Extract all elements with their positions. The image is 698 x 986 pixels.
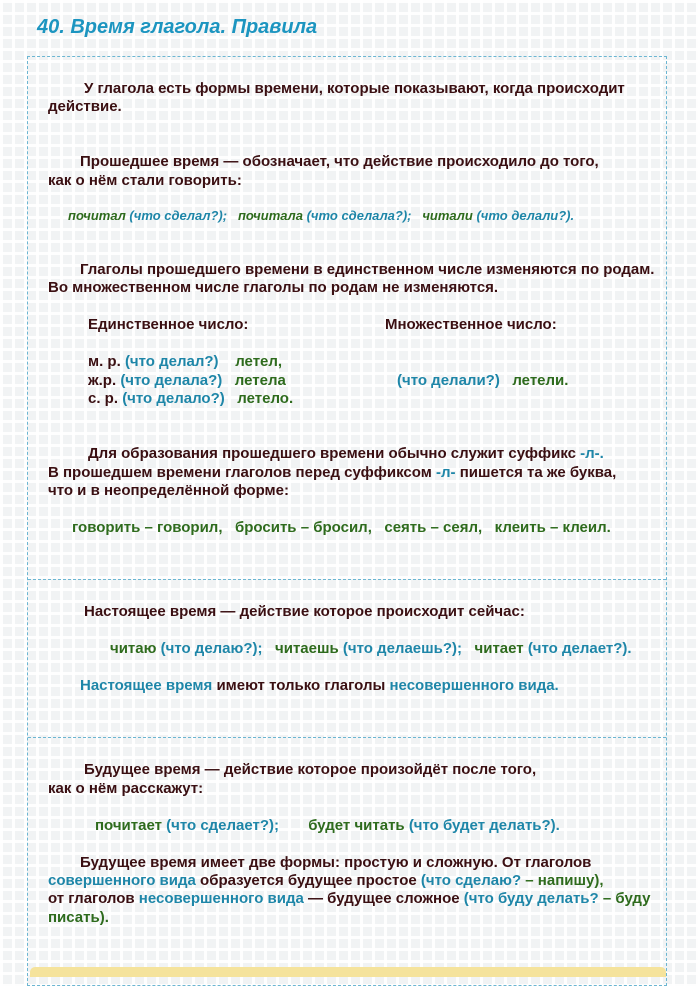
past-examples: [68, 207, 574, 225]
plural-row: [397, 372, 568, 390]
suffix-line-2: [48, 464, 616, 482]
suffix-text: В прошедшем времени глаголов перед суффиксом: [48, 464, 432, 481]
intro-line-2: действие.: [48, 98, 122, 115]
example-word: читали: [422, 208, 473, 223]
singular-header: Единственное число:: [88, 316, 249, 333]
example-word: почитала: [237, 208, 303, 223]
present-rule-term: Настоящее время: [80, 677, 213, 694]
plural-verb: летели.: [512, 372, 569, 389]
singular-row-neuter: [88, 390, 293, 408]
plural-question: (что делали?): [397, 372, 500, 389]
example-word: читаешь: [275, 640, 339, 657]
page-title: 40. Время глагола. Правила: [37, 16, 318, 38]
rules-box: [27, 56, 667, 986]
intro-line-1: У глагола есть формы времени, которые показывают, когда происходит: [84, 80, 625, 97]
section-divider: [28, 737, 666, 738]
gender-verb: летела: [234, 372, 286, 389]
forms-example: – напишу),: [525, 872, 604, 889]
forms-example: – буду: [602, 890, 651, 907]
gender-label: с. р.: [88, 390, 119, 407]
example-question: (что делали?).: [476, 208, 575, 223]
forms-text: от глаголов: [48, 890, 135, 907]
suffix-text: Для образования прошедшего времени обычно служит суффикс: [88, 445, 576, 462]
example-word: читаю: [110, 640, 157, 657]
aspect-term: несовершенного вида: [138, 890, 304, 907]
future-examples: [95, 817, 560, 835]
forms-text: образуется будущее простое: [200, 872, 417, 889]
gender-label: м. р.: [88, 353, 121, 370]
past-gender-line-1: Глаголы прошедшего времени в единственном числе изменяются по родам.: [80, 261, 655, 278]
suffix-text: пишется та же буква,: [459, 464, 617, 481]
future-forms-line-3: [48, 890, 650, 908]
example-question: (что сделала?);: [306, 208, 412, 223]
next-block-edge: [30, 967, 666, 977]
example-word: будет читать: [308, 817, 405, 834]
example-question: (что делаю?);: [160, 640, 263, 657]
forms-text: — будущее сложное: [308, 890, 460, 907]
section-divider: [28, 579, 666, 580]
past-gender-line-2: Во множественном числе глаголы по родам не изменяются.: [48, 279, 499, 296]
gender-label: ж.р.: [88, 372, 117, 389]
future-forms-line-1: Будущее время имеет две формы: простую и сложную. От глаголов: [80, 854, 592, 871]
example-word: почитал: [68, 208, 126, 223]
future-forms-line-4: писать).: [48, 909, 109, 926]
example-question: (что будет делать?).: [408, 817, 560, 834]
past-definition-line-1: Прошедшее время — обозначает, что действие происходило до того,: [80, 153, 599, 170]
future-definition-line-2: как о нём расскажут:: [48, 780, 204, 797]
example-word: читает: [474, 640, 524, 657]
suffix-line-3: что и в неопределённой форме:: [48, 482, 289, 499]
plural-header: Множественное число:: [385, 316, 557, 333]
singular-row-masculine: [88, 353, 282, 371]
example-question: (что делаешь?);: [342, 640, 463, 657]
example-word: почитает: [95, 817, 162, 834]
gender-question: (что делала?): [120, 372, 223, 389]
present-rule: [80, 677, 559, 695]
aspect-term: совершенного вида: [48, 872, 196, 889]
forms-question: (что сделаю?: [420, 872, 522, 889]
present-examples: [110, 640, 632, 658]
present-definition: Настоящее время — действие которое происходит сейчас:: [84, 603, 525, 620]
example-question: (что делает?).: [527, 640, 632, 657]
example-question: (что сделает?);: [166, 817, 280, 834]
present-rule-aspect: несовершенного вида.: [389, 677, 559, 694]
future-definition-line-1: Будущее время — действие которое произойдёт после того,: [84, 761, 537, 778]
gender-verb: летело.: [237, 390, 294, 407]
singular-row-feminine: [88, 372, 286, 390]
suffix-marker: -л-: [435, 464, 456, 481]
gender-verb: летел,: [235, 353, 283, 370]
suffix-examples: говорить – говорил, бросить – бросил, сеять – сеял, клеить – клеил.: [72, 519, 611, 536]
suffix-marker: -л-.: [580, 445, 604, 462]
example-question: (что сделал?);: [129, 208, 228, 223]
future-forms-line-2: [48, 872, 604, 890]
gender-question: (что делал?): [124, 353, 219, 370]
forms-question: (что буду делать?: [463, 890, 599, 907]
present-rule-text: имеют только глаголы: [216, 677, 386, 694]
past-definition-line-2: как о нём стали говорить:: [48, 172, 242, 189]
gender-question: (что делало?): [122, 390, 225, 407]
suffix-line-1: [88, 445, 604, 463]
